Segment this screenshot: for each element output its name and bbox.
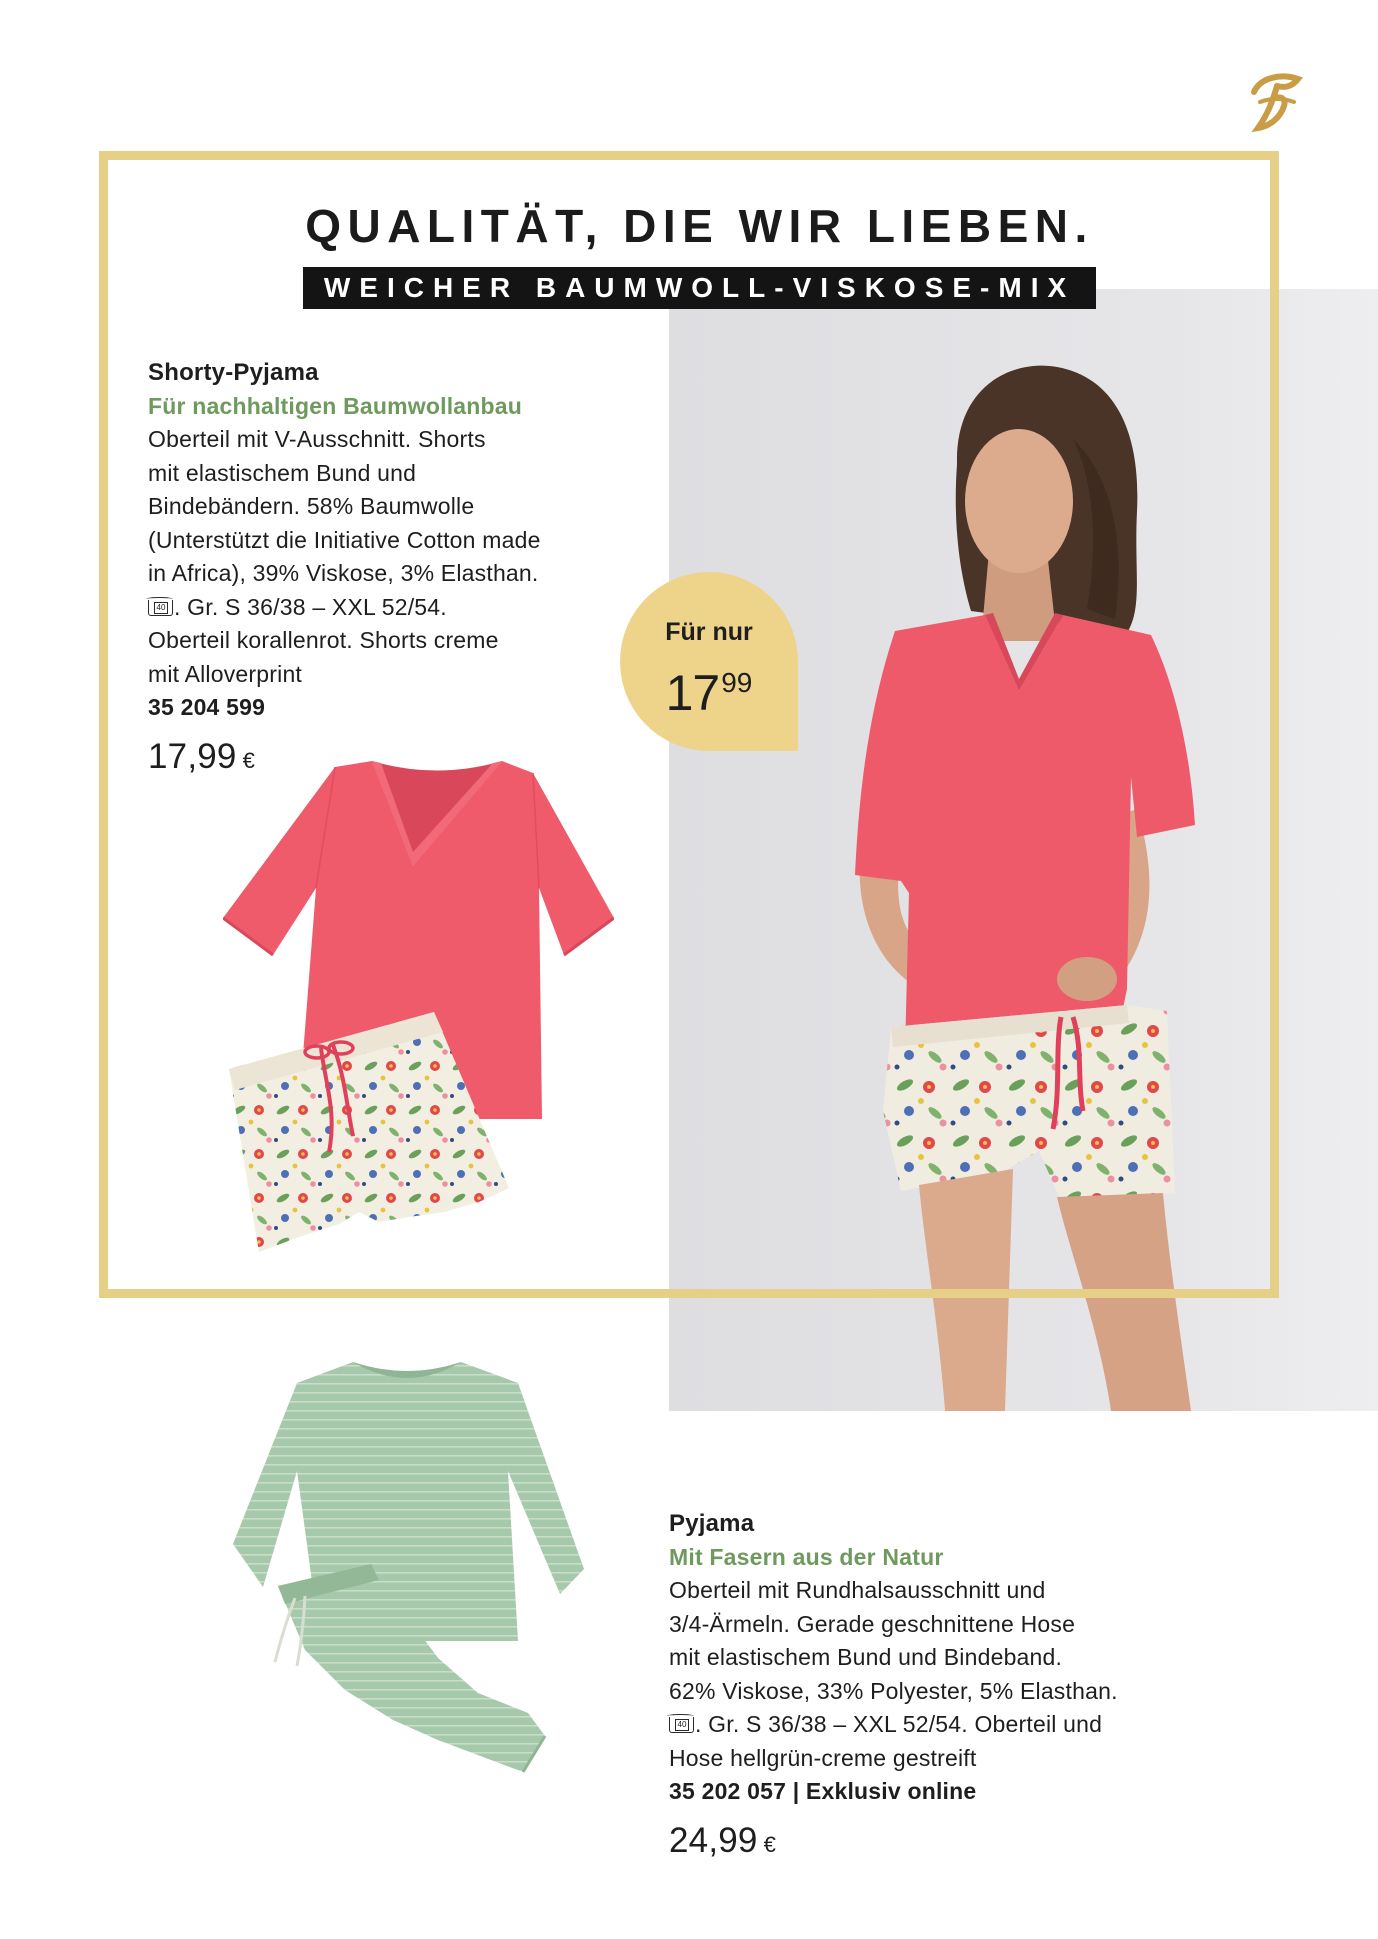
price-currency: € [242, 747, 256, 773]
detail-line: Hose hellgrün-creme gestreift [669, 1744, 977, 1771]
badge-price-cents: 99 [721, 667, 753, 698]
page-title: QUALITÄT, DIE WIR LIEBEN. [305, 200, 1094, 252]
size-text: . Gr. S 36/38 – XXL 52/54. [174, 593, 447, 620]
article-number: 35 204 599 [148, 694, 266, 720]
product-tagline: Mit Fasern aus der Natur [669, 1543, 944, 1570]
product-name: Pyjama [669, 1510, 755, 1537]
tchibo-logo-icon [1246, 68, 1304, 136]
wash-temp: 40 [675, 1719, 689, 1731]
price-value: 17,99 [148, 736, 237, 776]
article-number: 35 202 057 | Exklusiv online [669, 1778, 977, 1804]
description-line: mit elastischem Bund und [148, 459, 417, 486]
wash-temp: 40 [154, 602, 168, 614]
product-name: Shorty-Pyjama [148, 359, 319, 386]
product-price [148, 735, 541, 779]
detail-line: mit Alloverprint [148, 660, 303, 687]
product-price [669, 1819, 1118, 1863]
product-tagline: Für nachhaltigen Baumwollanbau [148, 392, 523, 419]
price-value: 24,99 [669, 1820, 758, 1860]
badge-label: Für nur [665, 618, 753, 646]
description-line: mit elastischem Bund und Bindeband. [669, 1644, 1063, 1670]
model-photo [669, 289, 1378, 1411]
description-line: in Africa), 39% Viskose, 3% Elasthan. [148, 560, 539, 586]
description-line: Oberteil mit Rundhalsausschnitt und [669, 1577, 1046, 1603]
wash-40-icon [669, 1717, 694, 1733]
subtitle-banner: WEICHER BAUMWOLL-VISKOSE-MIX [303, 267, 1096, 309]
floral-shorts-image [229, 1012, 509, 1252]
price-currency: € [763, 1831, 777, 1857]
wash-40-icon [148, 600, 173, 616]
description-line: Oberteil mit V-Ausschnitt. Shorts [148, 426, 486, 452]
badge-price [620, 656, 798, 733]
description-line: 3/4-Ärmeln. Gerade geschnittene Hose [669, 1610, 1076, 1637]
badge-price-main: 17 [665, 665, 720, 721]
price-badge [620, 572, 798, 751]
size-text: . Gr. S 36/38 – XXL 52/54. Oberteil und [695, 1711, 1103, 1737]
detail-line: Oberteil korallenrot. Shorts creme [148, 627, 499, 653]
green-pyjama-image [233, 1358, 585, 1776]
size-line [669, 1708, 1118, 1742]
description-line: (Unterstützt die Initiative Cotton made [148, 526, 541, 553]
product-shorty-pyjama [148, 356, 541, 779]
description-line: Bindebändern. 58% Baumwolle [148, 493, 475, 519]
product-pyjama [669, 1507, 1118, 1863]
description-line: 62% Viskose, 33% Polyester, 5% Elasthan. [669, 1677, 1118, 1704]
size-line [148, 591, 541, 625]
